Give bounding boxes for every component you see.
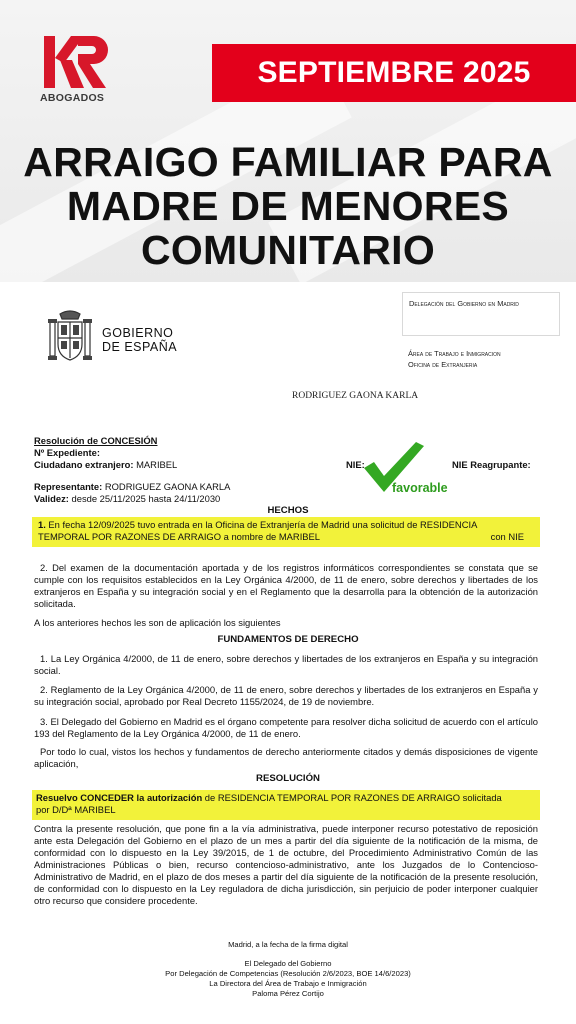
fundamento-3 xyxy=(34,716,538,740)
resuelvo-line xyxy=(36,792,536,804)
validez-value: desde 25/11/2025 hasta 24/11/2030 xyxy=(68,493,221,504)
expediente-label: Nº Expediente: xyxy=(34,447,100,458)
header-banner xyxy=(0,0,576,282)
hecho-1-nie: con NIE xyxy=(490,531,524,542)
addressee: RODRIGUEZ GAONA KARLA xyxy=(292,391,419,401)
logo-caption: ABOGADOS xyxy=(40,92,105,104)
recurso-paragraph: Contra la presente resolución, que pone fin a la vía administrativa, puede interponer recurso potestativo de reposición ante esta Delegación del Gobierno en el plazo de un mes a partir del día siguiente de la notificación de la misma, de conformidad con lo dispuesto en la Ley 39/2015, de 1 de octubre, del Procedimiento Administrativo Común de las Administraciones Públicas o bien, recurso contencioso-administrativo, ante los Juzgados de lo Contencioso-Administrativo de Madrid, en el plazo de dos meses a partir del día siguiente de la notificación de la presente resolución, de conformidad con lo dispuesto en la Ley reguladora de dicha jurisdicción, sin perjuicio de poder interponer cualquier otro recurso que considere procedente. xyxy=(34,823,538,906)
nie-reagrupante-label: NIE Reagrupante: xyxy=(452,459,531,470)
hecho-1-text: En fecha 12/09/2025 tuvo entrada en la Oficina de Extranjería de Madrid una solicitud de RESIDENCIA xyxy=(45,519,478,530)
gov-name xyxy=(102,326,177,354)
resolution-document xyxy=(0,282,576,1024)
representante-label: Representante: xyxy=(34,481,103,492)
fecha-firma: Madrid, a la fecha de la firma digital xyxy=(228,940,348,949)
representante-line xyxy=(34,481,230,493)
hecho-1-line xyxy=(38,519,534,531)
headline-line: MADRE DE MENORES xyxy=(66,183,510,229)
hecho-1-number: 1. xyxy=(38,519,46,530)
signature-line: Paloma Pérez Cortijo xyxy=(252,989,324,998)
nie-label: NIE: xyxy=(346,459,365,470)
hecho-1-text: TEMPORAL POR RAZONES DE ARRAIGO a nombre de MARIBEL xyxy=(38,531,321,542)
gov-name-line: GOBIERNO xyxy=(102,326,174,340)
signature-block xyxy=(0,959,576,999)
por-todo-paragraph xyxy=(34,746,538,770)
resolution-title: Resolución de CONCESIÓN xyxy=(34,435,158,446)
validez-label: Validez: xyxy=(34,493,69,504)
coat-of-arms-icon xyxy=(46,310,94,364)
gov-name-line: DE ESPAÑA xyxy=(102,340,178,354)
favorable-stamp: favorable xyxy=(392,481,448,495)
area-line: Área de Trabajo e Inmigracion xyxy=(408,349,501,358)
resuelvo-bold: Resuelvo CONCEDER la autorización xyxy=(36,792,203,803)
fundamentos-heading: FUNDAMENTOS DE DERECHO xyxy=(217,634,359,645)
headline-line: COMUNITARIO xyxy=(140,227,436,273)
area-office xyxy=(408,348,568,370)
signature-line: La Directora del Área de Trabajo e Inmigración xyxy=(209,979,367,988)
fundamento-1-text: 1. La Ley Orgánica 4/2000, de 11 de enero, sobre derechos y libertades de los extranjeros en España y su integración social. xyxy=(34,653,538,676)
date-badge: SEPTIEMBRE 2025 xyxy=(212,44,576,102)
hechos-closing: A los anteriores hechos les son de aplicación los siguientes xyxy=(34,617,281,628)
hecho-2-text: 2. Del examen de la documentación aportada y de los registros informáticos correspondientes se constata que se cumple con los requisitos establecidos en la Ley Orgánica 4/2000, de 11 de enero, sobre derechos y libertades de los extranjeros en España y su integración social y en el Reglamento que la desarrolla para la obtención de la autorización solicitada. xyxy=(34,562,538,609)
delegation-box: Delegación del Gobierno en Madrid xyxy=(402,292,560,336)
fundamento-1 xyxy=(34,653,538,677)
signature-line: El Delegado del Gobierno xyxy=(244,959,332,968)
por-todo-text: Por todo lo cual, vistos los hechos y fundamentos de derecho anteriormente citados y demás disposiciones de vigente aplicación, xyxy=(34,746,538,769)
ciudadano-value: MARIBEL xyxy=(133,459,178,470)
validez-line xyxy=(34,493,220,505)
area-line: Oficina de Extranjeria xyxy=(408,360,478,369)
ciudadano-label: Ciudadano extranjero: xyxy=(34,459,134,470)
resuelvo-text: de RESIDENCIA TEMPORAL POR RAZONES DE ARRAIGO solicitada xyxy=(202,792,502,803)
fundamento-2-text: 2. Reglamento de la Ley Orgánica 4/2000, de 11 de enero, sobre derechos y libertades de los extranjeros en España y su integración social, aprobado por Real Decreto 1155/2024, de 19 de noviembre. xyxy=(34,684,538,707)
signature-line: Por Delegación de Competencias (Resolución 2/6/2023, BOE 14/6/2023) xyxy=(165,969,411,978)
resolucion-heading: RESOLUCIÓN xyxy=(256,773,320,784)
hecho-1-line xyxy=(38,531,534,543)
headline-title xyxy=(0,140,576,272)
hecho-1-highlight xyxy=(32,517,540,547)
resuelvo-line-2: por D/Dª MARIBEL xyxy=(36,804,116,815)
fundamento-2 xyxy=(34,684,538,708)
resuelvo-highlight xyxy=(32,790,540,820)
hecho-2-paragraph xyxy=(34,562,538,610)
hechos-heading: HECHOS xyxy=(267,505,309,516)
ciudadano-line xyxy=(34,459,177,471)
fundamento-3-text: 3. El Delegado del Gobierno en Madrid es el órgano competente para resolver dicha solicitud de acuerdo con el artículo 193 del Reglamento de la Ley Orgánica 4/2000, de 11 de enero. xyxy=(34,716,538,739)
headline-line: ARRAIGO FAMILIAR PARA xyxy=(23,139,553,185)
representante-value: RODRIGUEZ GAONA KARLA xyxy=(102,481,231,492)
